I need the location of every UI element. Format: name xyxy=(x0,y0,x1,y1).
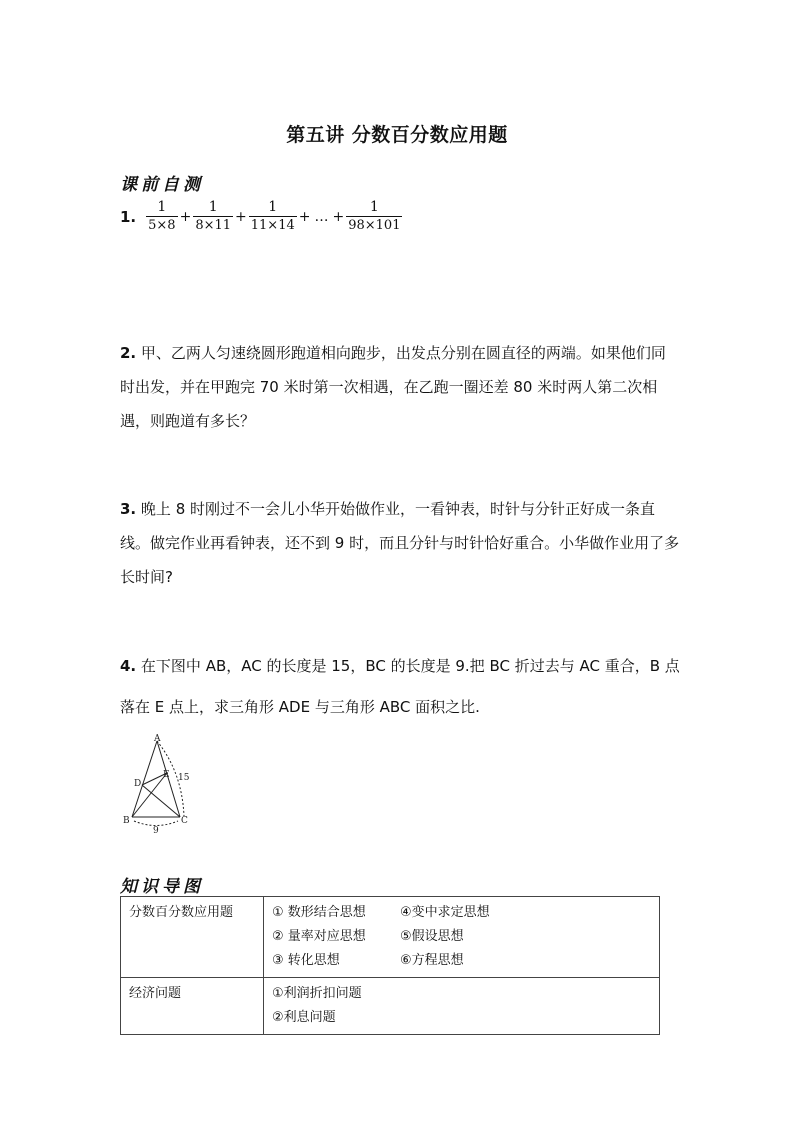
label-c: C xyxy=(181,816,188,826)
question-number: 1. xyxy=(120,207,137,226)
list-item: ②利息问题 xyxy=(272,1010,336,1025)
question-text: 甲、乙两人匀速绕圆形跑道相向跑步，出发点分别在圆直径的两端。如果他们同时出发，并在甲跑完 70 米时第一次相遇，在乙跑一圈还差 80 米时两人第二次相遇，则跑道有多长？ xyxy=(120,344,666,430)
plus-sign: + xyxy=(332,208,345,225)
triangle-figure xyxy=(118,732,198,838)
segment-dc xyxy=(142,785,180,817)
fraction-term: $\frac{1}{8\times 11}$ xyxy=(195,199,232,233)
question-3 xyxy=(120,492,680,594)
topic-cell: 经济问题 xyxy=(121,978,264,1035)
section-heading-knowledge-map: 知识导图 xyxy=(120,877,204,897)
label-b: B xyxy=(123,816,130,826)
methods-cell xyxy=(264,897,660,978)
list-item: ①利润折扣问题 xyxy=(272,986,362,1001)
question-text: 在下图中 AB，AC 的长度是 15，BC 的长度是 9.把 BC 折过去与 AC 重合，B 点落在 E 点上，求三角形 ADE 与三角形 ABC 面积之比. xyxy=(120,657,680,716)
table-row xyxy=(121,897,660,978)
fraction-term: $\frac{1}{98\times 101}$ xyxy=(348,199,401,233)
label-d: D xyxy=(134,779,142,789)
dashed-arc-9 xyxy=(134,821,178,826)
section-heading-pretest: 课前自测 xyxy=(120,175,204,195)
topic-cell: 分数百分数应用题 xyxy=(121,897,264,978)
question-2 xyxy=(120,336,680,438)
question-1 xyxy=(120,198,402,235)
plus-sign: + xyxy=(235,208,247,225)
ellipsis: … xyxy=(314,208,329,225)
question-text: 晚上 8 时刚过不一会儿小华开始做作业，一看钟表，时针与分针正好成一条直线。做完作业再看钟表，还不到 9 时，而且分针与时针恰好重合。小华做作业用了多长时间? xyxy=(120,500,680,586)
plus-sign: + xyxy=(179,208,192,225)
fraction-term: $\frac{1}{5\times 8}$ xyxy=(148,199,176,233)
question-number: 2. xyxy=(120,344,137,362)
table-row xyxy=(121,978,660,1035)
methods-cell xyxy=(264,978,660,1035)
knowledge-table xyxy=(120,896,660,1035)
label-15: 15 xyxy=(178,773,190,783)
question-4 xyxy=(120,646,680,728)
page-title: 第五讲 分数百分数应用题 xyxy=(286,124,508,146)
fraction-term: $\frac{1}{11\times 14}$ xyxy=(250,199,295,233)
plus-sign: + xyxy=(298,208,311,225)
list-item: ② 量率对应思想 ⑤假设思想 xyxy=(272,929,464,944)
label-a: A xyxy=(154,734,161,744)
question-number: 3. xyxy=(120,500,137,518)
question-number: 4. xyxy=(120,657,137,675)
list-item: ① 数形结合思想 ④变中求定思想 xyxy=(272,905,490,920)
list-item: ③ 转化思想 ⑥方程思想 xyxy=(272,953,464,968)
label-e: E xyxy=(163,770,170,780)
label-9: 9 xyxy=(153,826,159,836)
